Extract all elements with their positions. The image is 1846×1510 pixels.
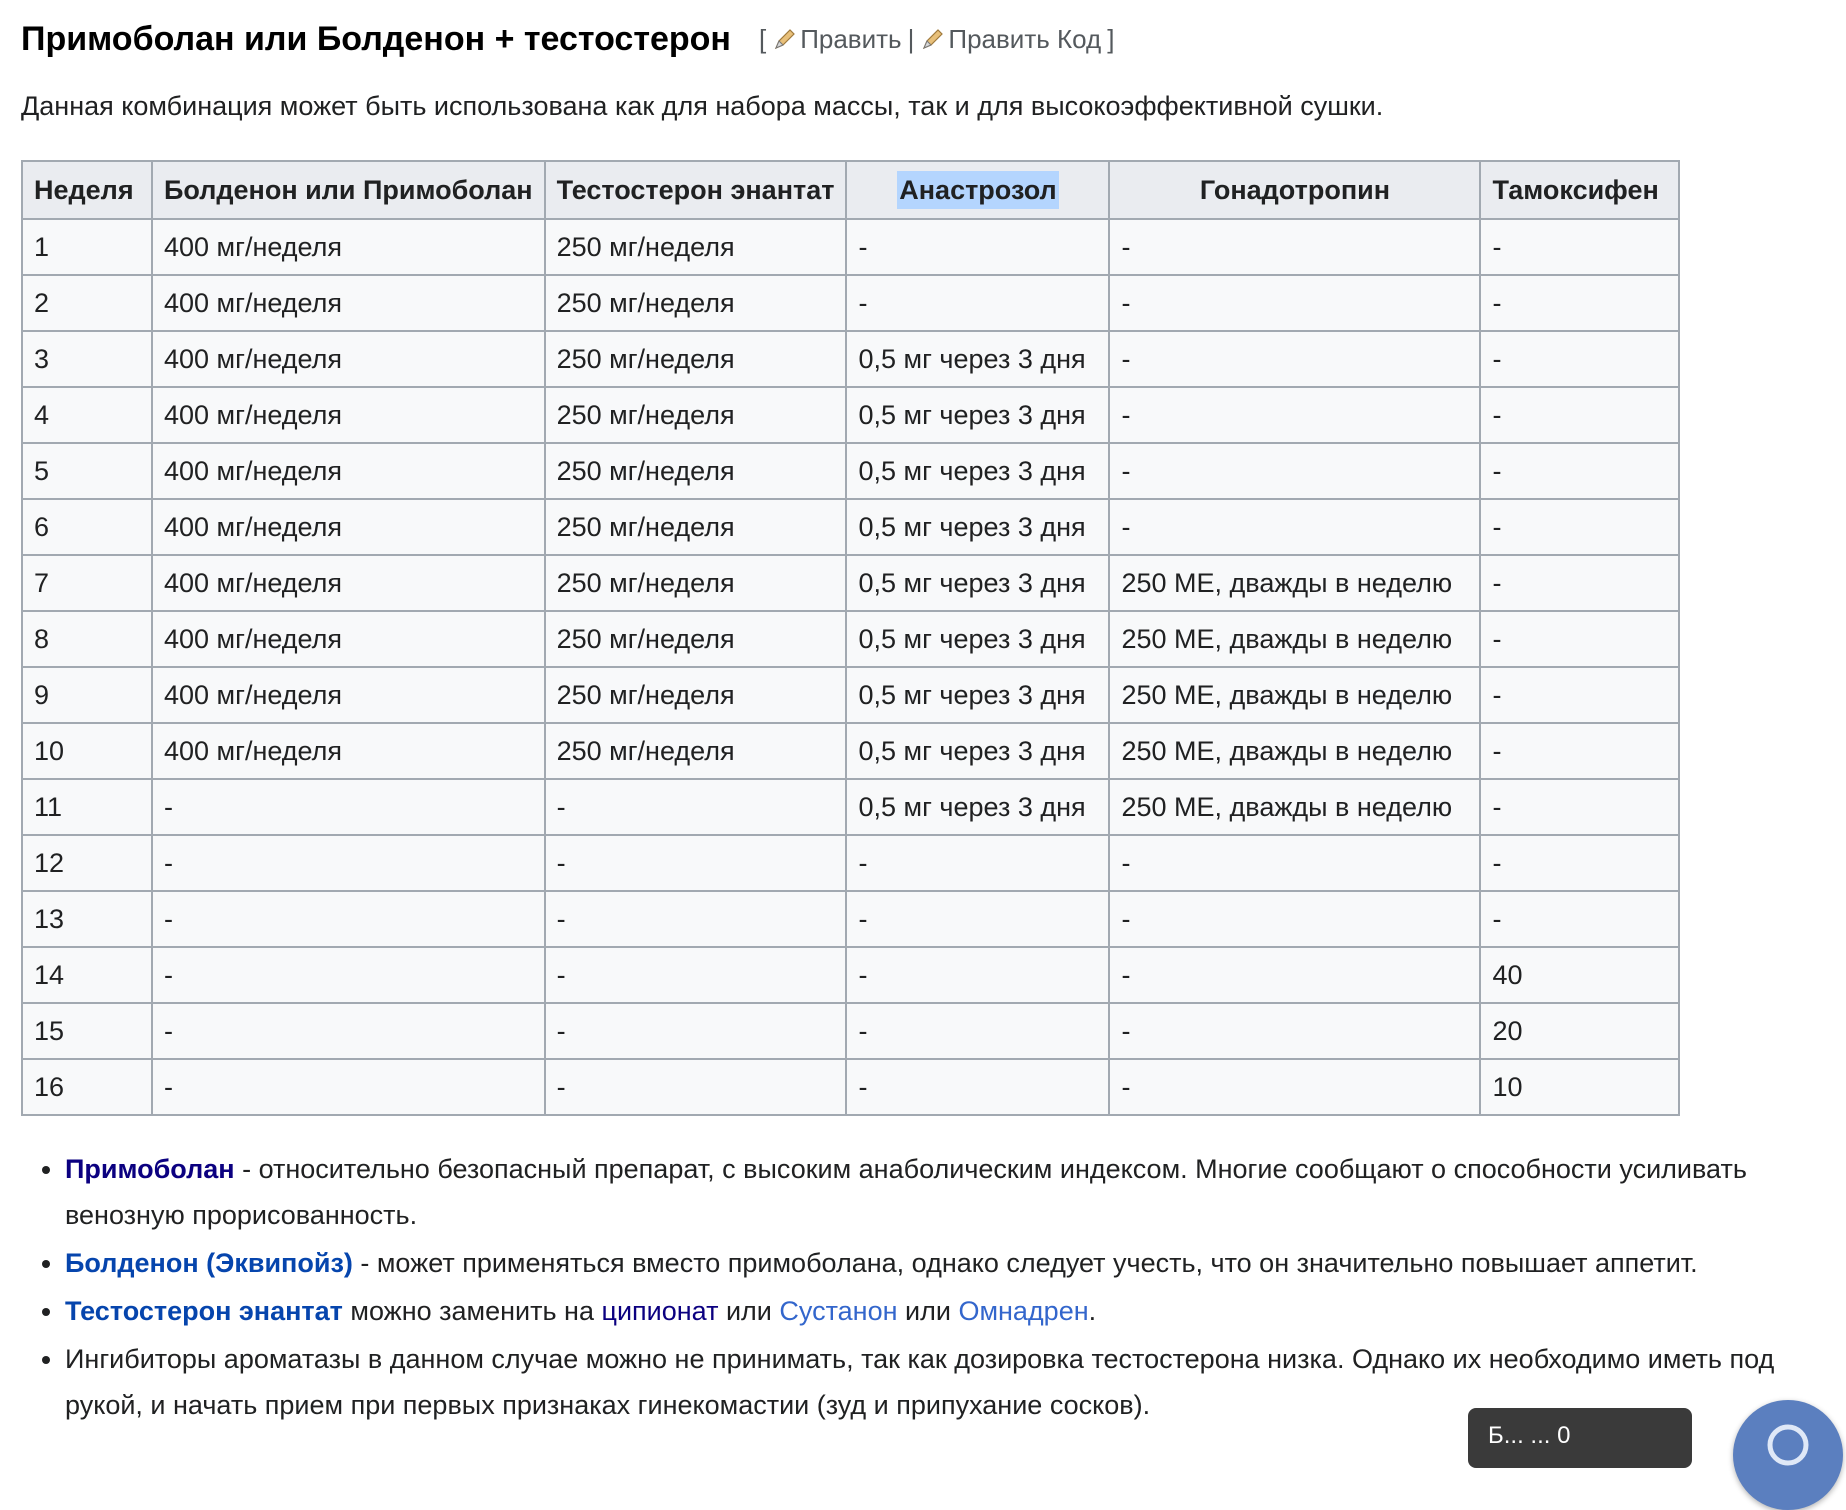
cell-tamoxifen: - xyxy=(1480,499,1679,555)
cell-tamoxifen: - xyxy=(1480,723,1679,779)
cell-gonadotropin: - xyxy=(1109,443,1480,499)
cell-anastrozole: 0,5 мг через 3 дня xyxy=(846,443,1109,499)
table-row xyxy=(22,219,1679,275)
cell-boldenone: - xyxy=(152,1003,545,1059)
cell-gonadotropin: 250 МЕ, дважды в неделю xyxy=(1109,611,1480,667)
cell-gonadotropin: 250 МЕ, дважды в неделю xyxy=(1109,555,1480,611)
cell-boldenone: - xyxy=(152,779,545,835)
cell-tamoxifen: - xyxy=(1480,443,1679,499)
table-row xyxy=(22,835,1679,891)
cell-anastrozole: - xyxy=(846,947,1109,1003)
cell-boldenone: - xyxy=(152,947,545,1003)
omnadren-link[interactable]: Омнадрен xyxy=(958,1296,1089,1326)
cell-testosterone: - xyxy=(545,1003,847,1059)
tooltip-text: Б... ... 0 xyxy=(1488,1422,1571,1449)
cell-boldenone: 400 мг/неделя xyxy=(152,387,545,443)
cell-tamoxifen: - xyxy=(1480,667,1679,723)
table-row xyxy=(22,667,1679,723)
cell-boldenone: 400 мг/неделя xyxy=(152,611,545,667)
cell-testosterone: 250 мг/неделя xyxy=(545,387,847,443)
cell-tamoxifen: - xyxy=(1480,779,1679,835)
cell-anastrozole: - xyxy=(846,835,1109,891)
edit-section-links xyxy=(759,14,1114,64)
cell-week: 10 xyxy=(22,723,152,779)
cell-anastrozole: - xyxy=(846,891,1109,947)
cell-testosterone: - xyxy=(545,1059,847,1115)
table-row xyxy=(22,443,1679,499)
column-header-anastrozole xyxy=(846,161,1109,219)
cell-anastrozole: - xyxy=(846,219,1109,275)
cell-tamoxifen: - xyxy=(1480,219,1679,275)
cell-anastrozole: 0,5 мг через 3 дня xyxy=(846,723,1109,779)
cell-boldenone: 400 мг/неделя xyxy=(152,499,545,555)
column-header-week: Неделя xyxy=(22,161,152,219)
note-text: или xyxy=(897,1296,959,1326)
cell-gonadotropin: 250 МЕ, дважды в неделю xyxy=(1109,723,1480,779)
cypionate-link[interactable]: ципионат xyxy=(601,1296,719,1326)
note-text: . xyxy=(1088,1296,1097,1326)
cell-testosterone: 250 мг/неделя xyxy=(545,275,847,331)
cell-gonadotropin: - xyxy=(1109,331,1480,387)
cell-testosterone: - xyxy=(545,835,847,891)
notes-list xyxy=(21,1146,1821,1428)
cell-testosterone: 250 мг/неделя xyxy=(545,667,847,723)
cell-gonadotropin: - xyxy=(1109,499,1480,555)
floating-action-button[interactable] xyxy=(1733,1400,1843,1510)
table-row xyxy=(22,891,1679,947)
cell-week: 13 xyxy=(22,891,152,947)
cell-testosterone: 250 мг/неделя xyxy=(545,723,847,779)
cell-gonadotropin: - xyxy=(1109,1059,1480,1115)
selected-text: Анастрозол xyxy=(897,171,1058,209)
cell-anastrozole: 0,5 мг через 3 дня xyxy=(846,555,1109,611)
table-row xyxy=(22,331,1679,387)
cell-testosterone: 250 мг/неделя xyxy=(545,443,847,499)
chat-icon xyxy=(1763,1420,1813,1470)
cell-gonadotropin: - xyxy=(1109,891,1480,947)
cell-testosterone: 250 мг/неделя xyxy=(545,331,847,387)
cell-boldenone: 400 мг/неделя xyxy=(152,555,545,611)
cell-week: 4 xyxy=(22,387,152,443)
table-row xyxy=(22,387,1679,443)
testosterone-enanthate-link[interactable]: Тестостерон энантат xyxy=(65,1296,343,1326)
section-heading xyxy=(21,14,1821,64)
edit-code-link[interactable] xyxy=(920,14,1101,64)
cell-testosterone: 250 мг/неделя xyxy=(545,499,847,555)
cell-week: 2 xyxy=(22,275,152,331)
tooltip-popup xyxy=(1468,1408,1692,1468)
edit-label: Править xyxy=(800,24,902,54)
edit-code-label: Править Код xyxy=(948,24,1102,54)
cell-gonadotropin: - xyxy=(1109,387,1480,443)
cell-tamoxifen: - xyxy=(1480,275,1679,331)
list-item xyxy=(65,1240,1821,1286)
cell-boldenone: 400 мг/неделя xyxy=(152,443,545,499)
pencil-icon xyxy=(772,26,798,52)
cell-gonadotropin: 250 МЕ, дважды в неделю xyxy=(1109,667,1480,723)
cell-boldenone: 400 мг/неделя xyxy=(152,275,545,331)
cell-tamoxifen: - xyxy=(1480,331,1679,387)
primobolan-link[interactable]: Примоболан xyxy=(65,1154,235,1184)
table-row xyxy=(22,555,1679,611)
intro-paragraph: Данная комбинация может быть использована как для набора массы, так и для высокоэффективной сушки. xyxy=(21,91,1384,121)
list-item xyxy=(65,1288,1821,1334)
table-row xyxy=(22,723,1679,779)
cell-gonadotropin: - xyxy=(1109,835,1480,891)
cell-tamoxifen: - xyxy=(1480,555,1679,611)
cell-week: 14 xyxy=(22,947,152,1003)
note-text: можно заменить на xyxy=(342,1296,602,1326)
cell-boldenone: - xyxy=(152,891,545,947)
cell-week: 16 xyxy=(22,1059,152,1115)
cell-boldenone: 400 мг/неделя xyxy=(152,667,545,723)
cell-tamoxifen: 20 xyxy=(1480,1003,1679,1059)
cell-testosterone: - xyxy=(545,947,847,1003)
note-text: - может применяться вместо примоболана, однако следует учесть, что он значительно повышает аппетит. xyxy=(352,1248,1698,1278)
cell-boldenone: 400 мг/неделя xyxy=(152,723,545,779)
table-row xyxy=(22,779,1679,835)
cell-gonadotropin: - xyxy=(1109,947,1480,1003)
table-row xyxy=(22,947,1679,1003)
note-text: - относительно безопасный препарат, с высоким анаболическим индексом. Многие сообщают о способности усиливать венозную прорисованность. xyxy=(65,1154,1747,1230)
pencil-icon xyxy=(920,26,946,52)
article-section xyxy=(21,14,1821,1430)
cell-testosterone: 250 мг/неделя xyxy=(545,555,847,611)
cell-tamoxifen: 40 xyxy=(1480,947,1679,1003)
cell-testosterone: - xyxy=(545,779,847,835)
boldenone-link[interactable]: Болденон (Эквипойз) xyxy=(65,1248,353,1278)
cell-gonadotropin: - xyxy=(1109,275,1480,331)
cell-gonadotropin: - xyxy=(1109,219,1480,275)
cell-boldenone: 400 мг/неделя xyxy=(152,219,545,275)
cell-tamoxifen: - xyxy=(1480,891,1679,947)
cell-anastrozole: 0,5 мг через 3 дня xyxy=(846,387,1109,443)
cell-anastrozole: 0,5 мг через 3 дня xyxy=(846,667,1109,723)
dosage-table xyxy=(21,160,1680,1116)
table-row xyxy=(22,275,1679,331)
cell-week: 3 xyxy=(22,331,152,387)
column-header-gonadotropin: Гонадотропин xyxy=(1109,161,1480,219)
bracket-close: ] xyxy=(1107,24,1115,54)
edit-link[interactable] xyxy=(772,14,901,64)
cell-testosterone: - xyxy=(545,891,847,947)
cell-week: 7 xyxy=(22,555,152,611)
column-header-tamoxifen: Тамоксифен xyxy=(1480,161,1679,219)
cell-week: 15 xyxy=(22,1003,152,1059)
cell-week: 11 xyxy=(22,779,152,835)
cell-week: 1 xyxy=(22,219,152,275)
cell-anastrozole: 0,5 мг через 3 дня xyxy=(846,499,1109,555)
table-row xyxy=(22,1003,1679,1059)
cell-tamoxifen: - xyxy=(1480,387,1679,443)
sustanon-link[interactable]: Сустанон xyxy=(779,1296,898,1326)
cell-week: 9 xyxy=(22,667,152,723)
cell-anastrozole: - xyxy=(846,1059,1109,1115)
cell-week: 6 xyxy=(22,499,152,555)
section-title: Примоболан или Болденон + тестостерон xyxy=(21,20,731,58)
cell-anastrozole: 0,5 мг через 3 дня xyxy=(846,779,1109,835)
cell-testosterone: 250 мг/неделя xyxy=(545,611,847,667)
cell-week: 12 xyxy=(22,835,152,891)
cell-anastrozole: - xyxy=(846,1003,1109,1059)
table-row xyxy=(22,611,1679,667)
cell-week: 8 xyxy=(22,611,152,667)
cell-anastrozole: - xyxy=(846,275,1109,331)
cell-boldenone: - xyxy=(152,1059,545,1115)
cell-boldenone: 400 мг/неделя xyxy=(152,331,545,387)
cell-tamoxifen: - xyxy=(1480,611,1679,667)
cell-boldenone: - xyxy=(152,835,545,891)
cell-testosterone: 250 мг/неделя xyxy=(545,219,847,275)
list-item xyxy=(65,1146,1821,1238)
cell-anastrozole: 0,5 мг через 3 дня xyxy=(846,611,1109,667)
cell-week: 5 xyxy=(22,443,152,499)
separator: | xyxy=(907,24,915,54)
column-header-testosterone: Тестостерон энантат xyxy=(545,161,847,219)
cell-gonadotropin: - xyxy=(1109,1003,1480,1059)
table-row xyxy=(22,1059,1679,1115)
note-text: или xyxy=(718,1296,780,1326)
column-header-boldenone: Болденон или Примоболан xyxy=(152,161,545,219)
table-row xyxy=(22,499,1679,555)
cell-gonadotropin: 250 МЕ, дважды в неделю xyxy=(1109,779,1480,835)
note-text: Ингибиторы ароматазы в данном случае можно не принимать, так как дозировка тестостерона низка. Однако их необходимо иметь под рукой, и начать прием при первых признаках гинекомастии (зуд и припухание сосков). xyxy=(65,1344,1775,1420)
table-header-row xyxy=(22,161,1679,219)
table-body xyxy=(22,219,1679,1115)
cell-anastrozole: 0,5 мг через 3 дня xyxy=(846,331,1109,387)
cell-tamoxifen: - xyxy=(1480,835,1679,891)
cell-tamoxifen: 10 xyxy=(1480,1059,1679,1115)
bracket-open: [ xyxy=(758,24,767,54)
